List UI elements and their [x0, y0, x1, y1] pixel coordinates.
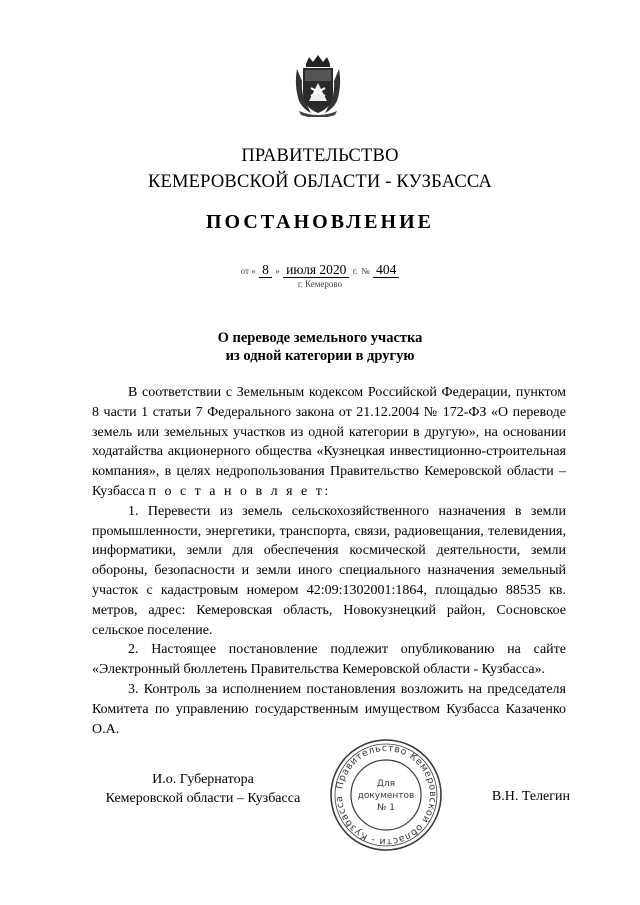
- document-title: [0, 329, 640, 365]
- date-month-year: июля 2020: [283, 262, 349, 278]
- resolves-word: п о с т а н о в л я е т:: [148, 483, 331, 499]
- document-type: ПОСТАНОВЛЕНИЕ: [206, 211, 434, 233]
- item-2: 2. Настоящее постановление подлежит опубликованию на сайте «Электронный бюллетень Правительства Кемеровской области - Кузбасса».: [92, 642, 566, 678]
- date-year-suffix: г.: [352, 266, 358, 276]
- date-prefix: от «: [240, 266, 256, 276]
- document-number: 404: [373, 262, 399, 278]
- stamp-center-line1: Для: [376, 779, 396, 789]
- date-day: 8: [259, 262, 272, 278]
- stamp-ring-text: Правительство Кемеровской области - Кузбасса: [333, 742, 439, 848]
- coat-of-arms-icon: [293, 55, 343, 117]
- stamp-center-line2: документов: [357, 791, 415, 801]
- date-quote-close: »: [275, 266, 280, 276]
- organization-name-line2: КЕМЕРОВСКОЙ ОБЛАСТИ - КУЗБАССА: [147, 172, 493, 192]
- organization-name-line1: ПРАВИТЕЛЬСТВО: [241, 146, 399, 166]
- number-sign: №: [361, 266, 370, 276]
- signatory-position-line2: Кемеровской области – Кузбасса: [105, 791, 301, 806]
- title-line1: О переводе земельного участка: [217, 330, 423, 346]
- intro-paragraph: [92, 383, 566, 502]
- official-stamp: [328, 737, 444, 853]
- signatory-name: В.Н. Телегин: [491, 789, 570, 804]
- stamp-center-line3: № 1: [377, 803, 395, 813]
- item-1: 1. Перевести из земель сельскохозяйственного назначения в земли промышленности, энергетики, транспорта, связи, радиовещания, телевидения, информатики, земли для обеспечения космической деятельности, земли обороны, безопасности и земли иного специального назначения земельный участок с кадастровым номером 42:09:1302001:1864, площадью 88535 кв. метров, адрес: Кемеровская область, Новокузнецкий район, Сосновское сельское поселение.: [92, 503, 566, 638]
- signatory-position: [88, 770, 318, 808]
- document-body: [92, 383, 566, 739]
- date-number-line: [0, 262, 640, 278]
- signatory-position-line1: И.о. Губернатора: [152, 772, 254, 787]
- intro-text: В соответствии с Земельным кодексом Российской Федерации, пунктом 8 части 1 статьи 7 Федерального закона от 21.12.2004 № 172-ФЗ «О переводе земель или земельных участков из одной категории в другую», на основании ходатайства акционерного общества «Кузнецкая инвестиционно-строительная компания», в целях недропользования Правительство Кемеровской области – Кузбасса: [92, 385, 566, 499]
- document-place: г. Кемерово: [297, 279, 343, 289]
- title-line2: из одной категории в другую: [225, 348, 415, 364]
- item-3: 3. Контроль за исполнением постановления возложить на председателя Комитета по управлению государственным имуществом Кузбасса Казаченко О.А.: [92, 681, 566, 737]
